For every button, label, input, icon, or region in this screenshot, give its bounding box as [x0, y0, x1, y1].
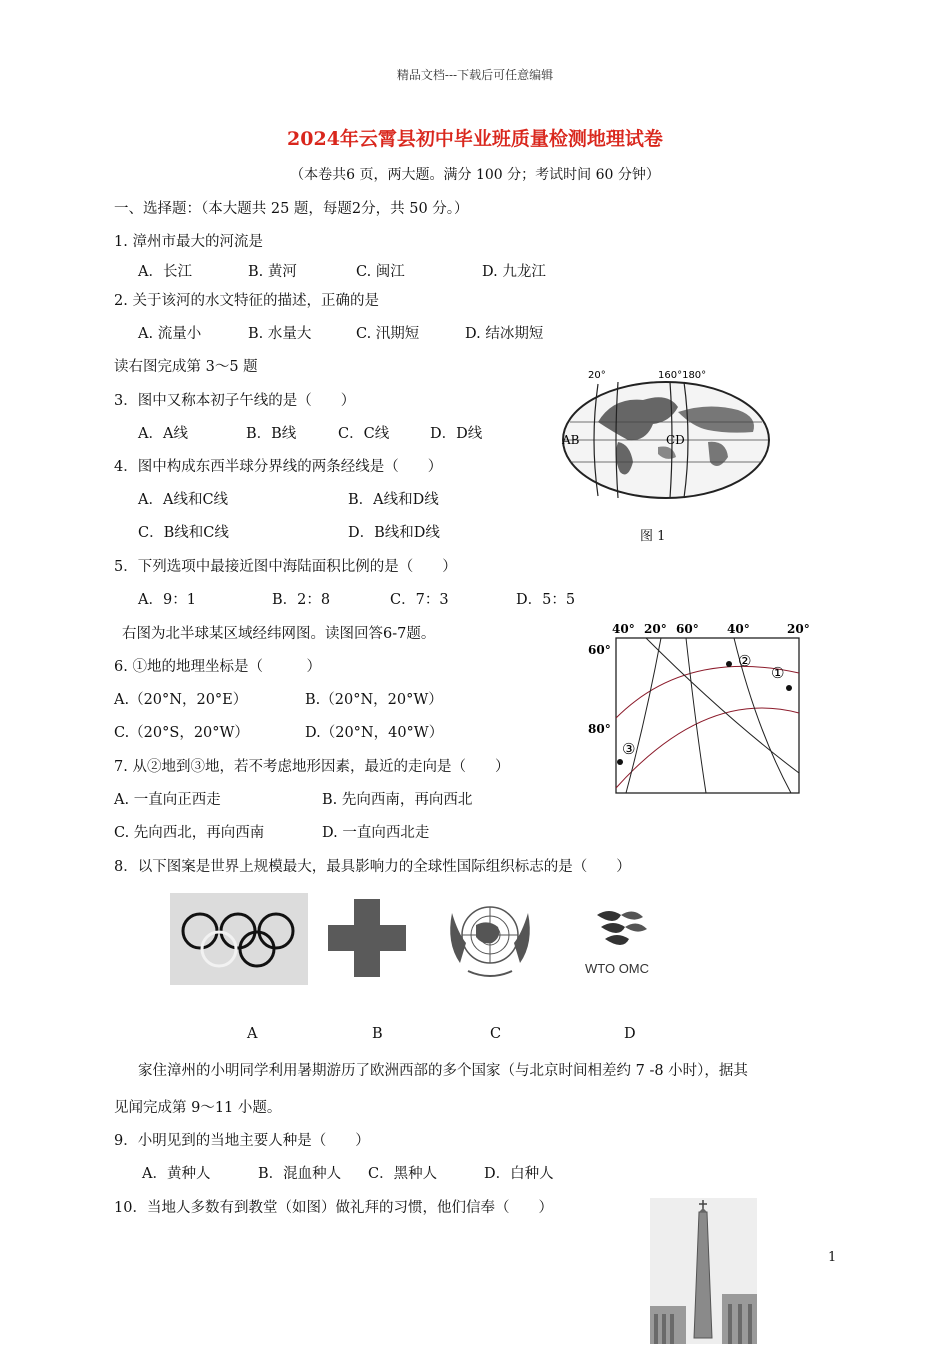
grid-point-2: ② [738, 652, 752, 670]
exam-subtitle: （本卷共6 页，两大题。满分 100 分；考试时间 60 分钟） [290, 167, 660, 183]
latlon-grid-figure [586, 618, 814, 800]
q9-option-a: A．黄种人 [142, 1166, 211, 1182]
q6-option-c: C.（20°S，20°W） [114, 725, 249, 741]
q4-option-d: D．B线和D线 [348, 525, 440, 541]
q4-stem: 4．图中构成东西半球分界线的两条经线是（ ） [114, 459, 443, 475]
q1-option-c: C. 闽江 [356, 264, 405, 280]
q1-option-a: A．长江 [138, 264, 192, 280]
united-nations-logo [440, 893, 540, 981]
q2-stem: 2. 关于该河的水文特征的描述，正确的是 [114, 293, 379, 309]
q8-stem: 8．以下图案是世界上规模最大，最具影响力的全球性国际组织标志的是（ ） [114, 859, 631, 875]
grid-point-3: ③ [622, 740, 636, 758]
figure-1-caption: 图 1 [640, 529, 666, 544]
q7-option-c: C. 先向西北，再向西南 [114, 825, 265, 841]
q8-label-b: B [372, 1026, 383, 1042]
olympic-rings-logo [170, 893, 308, 985]
q7-option-b: B. 先向西南，再向西北 [322, 792, 473, 808]
grid-top-label-5: 20° [787, 622, 810, 636]
q7-stem: 7. 从②地到③地，若不考虑地形因素，最近的走向是（ ） [114, 759, 510, 775]
map-label-cd: CD [666, 433, 685, 447]
grid-point-1: ① [771, 664, 785, 682]
q6-option-a: A.（20°N，20°E） [114, 692, 248, 708]
q5-option-b: B．2：8 [272, 592, 331, 608]
q1-option-d: D. 九龙江 [482, 264, 546, 280]
map-label-160-180: 160°180° [658, 370, 707, 381]
red-cross-logo [328, 899, 406, 977]
q3-option-b: B．B线 [246, 426, 297, 442]
q9-option-c: C．黑种人 [368, 1166, 438, 1182]
q5-option-c: C．7：3 [390, 592, 449, 608]
q9-option-b: B．混血种人 [258, 1166, 342, 1182]
q1-option-b: B. 黄河 [248, 264, 297, 280]
q2-option-d: D. 结冰期短 [465, 326, 544, 342]
read-instruction-3-5: 读右图完成第 3～5 题 [114, 359, 258, 375]
q6-option-d: D.（20°N，40°W） [305, 725, 444, 741]
q7-option-d: D. 一直向西北走 [322, 825, 430, 841]
church-photo [650, 1198, 757, 1344]
grid-top-label-3: 60° [676, 622, 699, 636]
q3-option-d: D．D线 [430, 426, 483, 442]
q4-option-a: A．A线和C线 [138, 492, 229, 508]
q7-option-a: A. 一直向正西走 [114, 792, 221, 808]
grid-top-label-1: 40° [612, 622, 635, 636]
exam-title: 2024年云霄县初中毕业班质量检测地理试卷 [287, 128, 663, 150]
q3-option-a: A．A线 [138, 426, 188, 442]
grid-lat-80: 80° [588, 722, 611, 736]
q5-stem: 5．下列选项中最接近图中海陆面积比例的是（ ） [114, 559, 457, 575]
q5-option-a: A．9：1 [138, 592, 196, 608]
read-instruction-6-7: 右图为北半球某区域经纬网图。读图回答6-7题。 [122, 626, 436, 642]
q6-stem: 6. ①地的地理坐标是（ ） [114, 659, 321, 675]
passage-9-11-line1: 家住漳州的小明同学利用暑期游历了欧洲西部的多个国家（与北京时间相差约 7 -8 小时），据其 [138, 1063, 748, 1079]
q3-option-c: C．C线 [338, 426, 390, 442]
map-label-ab: AB [562, 433, 580, 447]
map-label-20: 20° [588, 370, 606, 381]
q2-option-c: C. 汛期短 [356, 326, 420, 342]
wto-logo-text: WTO OMC [585, 961, 650, 976]
q10-stem: 10．当地人多数有到教堂（如图）做礼拜的习惯，他们信奉（ ） [114, 1200, 553, 1216]
passage-9-11-line2: 见闻完成第 9～11 小题。 [114, 1100, 282, 1116]
q8-label-a: A [247, 1026, 258, 1042]
q8-label-d: D [624, 1026, 636, 1042]
q2-option-a: A. 流量小 [138, 326, 202, 342]
q9-option-d: D．白种人 [484, 1166, 554, 1182]
q3-stem: 3．图中又称本初子午线的是（ ） [114, 393, 356, 409]
section-heading: 一、选择题：（本大题共 25 题，每题2分，共 50 分。） [114, 201, 469, 217]
world-map-figure [558, 362, 773, 502]
wto-logo [585, 905, 665, 975]
q2-option-b: B. 水量大 [248, 326, 312, 342]
q4-option-c: C．B线和C线 [138, 525, 229, 541]
q4-option-b: B．A线和D线 [348, 492, 439, 508]
q1-stem: 1. 漳州市最大的河流是 [114, 234, 263, 250]
page-number: 1 [828, 1250, 837, 1265]
q9-stem: 9．小明见到的当地主要人种是（ ） [114, 1133, 370, 1149]
grid-top-label-4: 40° [727, 622, 750, 636]
page-header: 精品文档---下载后可任意编辑 [396, 68, 554, 82]
q8-label-c: C [490, 1026, 502, 1042]
grid-lat-60: 60° [588, 643, 611, 657]
q5-option-d: D．5：5 [516, 592, 576, 608]
grid-top-label-2: 20° [644, 622, 667, 636]
q6-option-b: B.（20°N，20°W） [305, 692, 443, 708]
